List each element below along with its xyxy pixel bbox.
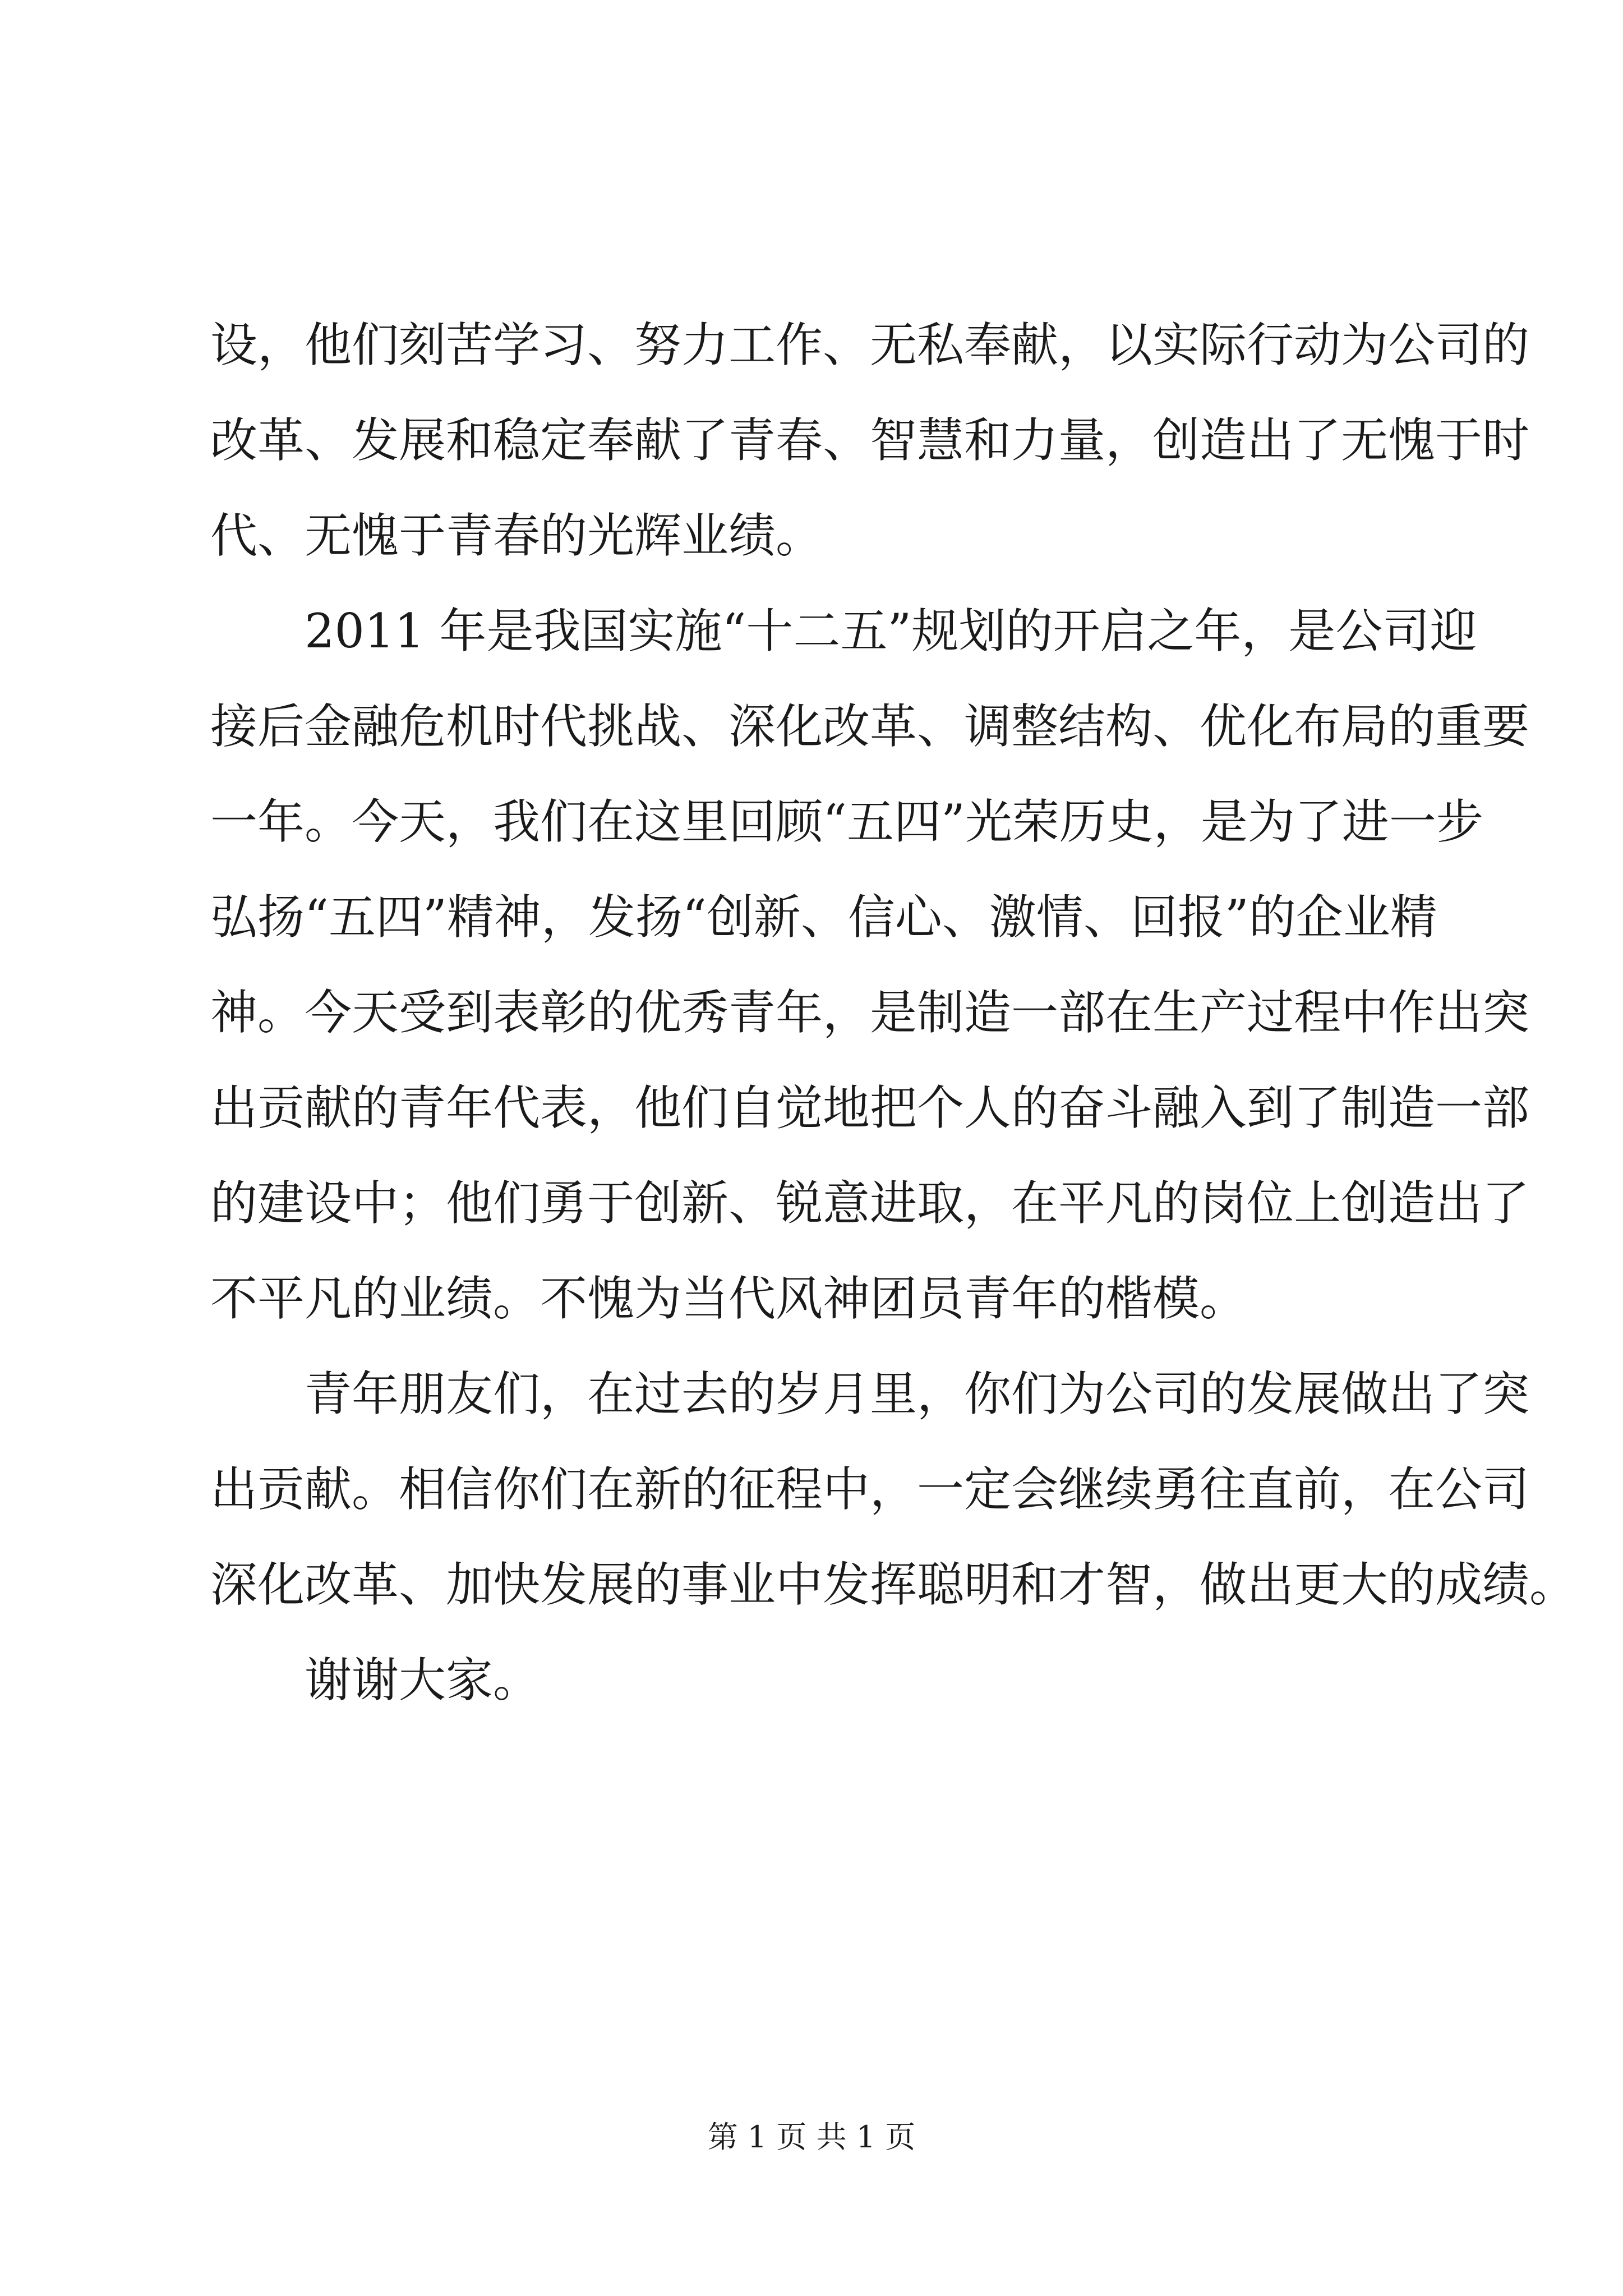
text-line: 接后金融危机时代挑战、深化改革、调整结构、优化布局的重要 xyxy=(210,699,1530,754)
text-line: 的建设中；他们勇于创新、锐意进取，在平凡的岗位上创造出了 xyxy=(210,1176,1530,1231)
text-line: 深化改革、加快发展的事业中发挥聪明和才智，做出更大的成绩。 xyxy=(210,1557,1577,1612)
text-line: 青年朋友们，在过去的岁月里，你们为公司的发展做出了突 xyxy=(305,1366,1530,1421)
page-footer xyxy=(0,2115,1623,2160)
document-body xyxy=(210,297,1577,1728)
text-line: 出贡献的青年代表，他们自觉地把个人的奋斗融入到了制造一部 xyxy=(210,1080,1530,1135)
paragraph-2 xyxy=(210,583,1530,1346)
text-line: 神。今天受到表彰的优秀青年，是制造一部在生产过程中作出突 xyxy=(210,985,1530,1040)
page-number-label: 第 1 页 共 1 页 xyxy=(707,2119,916,2155)
paragraph-1 xyxy=(210,297,1530,583)
text-line: 2011 年是我国实施“十二五”规划的开启之年，是公司迎 xyxy=(305,604,1477,659)
paragraph-3 xyxy=(210,1346,1577,1632)
text-line: 弘扬“五四”精神，发扬“创新、信心、激情、回报”的企业精 xyxy=(210,890,1437,945)
text-line: 不平凡的业绩。不愧为当代风神团员青年的楷模。 xyxy=(210,1271,1247,1326)
text-line: 代、无愧于青春的光辉业绩。 xyxy=(210,508,823,563)
text-line: 出贡献。相信你们在新的征程中，一定会继续勇往直前，在公司 xyxy=(210,1462,1530,1517)
text-line: 设，他们刻苦学习、努力工作、无私奉献，以实际行动为公司的 xyxy=(210,318,1530,372)
paragraph-4 xyxy=(210,1632,1416,1728)
text-line: 一年。今天，我们在这里回顾“五四”光荣历史，是为了进一步 xyxy=(210,794,1483,849)
text-line: 谢谢大家。 xyxy=(305,1653,541,1708)
text-line: 改革、发展和稳定奉献了青春、智慧和力量，创造出了无愧于时 xyxy=(210,413,1530,468)
